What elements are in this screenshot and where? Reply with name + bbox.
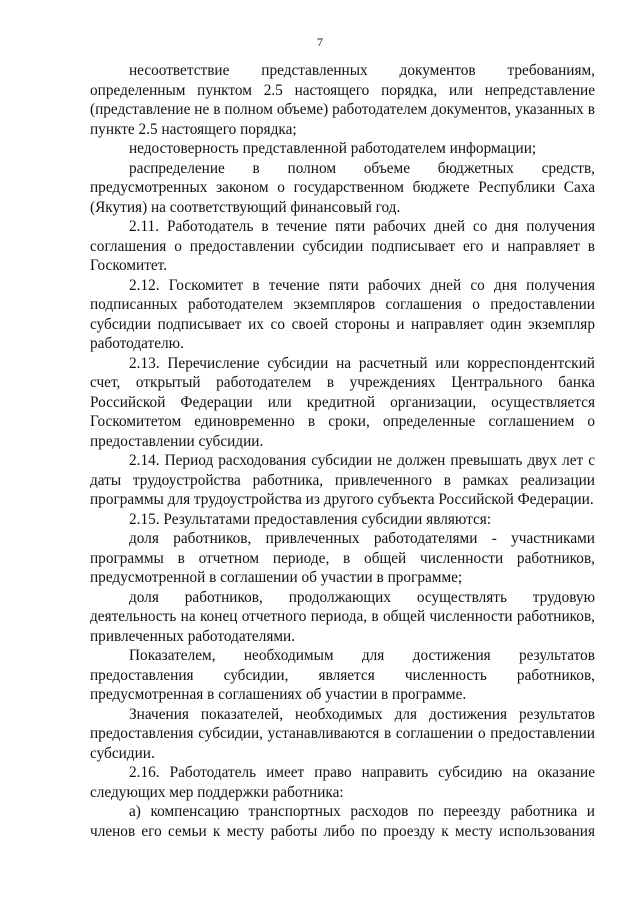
- paragraph-2-12: 2.12. Госкомитет в течение пяти рабочих дней со дня получения подписанных работодателем экземпляров соглашения о предоставлении субсидии подписывает их со своей стороны и направляет один экземпляр работодателю.: [90, 276, 595, 352]
- paragraph-2-13: 2.13. Перечисление субсидии на расчетный или корреспондентский счет, открытый работодателем в учреждениях Центрального банка Российской Федерации или кредитной организации, осуществляется Госкомитетом единовременно в сроки, определенные соглашением о предоставлении субсидии.: [90, 354, 595, 450]
- paragraph-share-continuing: доля работников, продолжающих осуществлять трудовую деятельность на конец отчетного периода, в общей численности работников, привлеченных работодателями.: [90, 588, 595, 645]
- paragraph-unreliable-info: недостоверность представленной работодателем информации;: [129, 140, 537, 157]
- document-body: [90, 61, 595, 841]
- paragraph-2-16: 2.16. Работодатель имеет право направить субсидию на оказание следующих мер поддержки работника:: [90, 764, 595, 801]
- paragraph-2-16-a: а) компенсацию транспортных расходов по переезду работника и членов его семьи к месту работы либо по проезду к месту использования: [90, 803, 595, 840]
- paragraph-indicator-values: Значения показателей, необходимых для достижения результатов предоставления субсидии, устанавливаются в соглашении о предоставлении субсидии.: [90, 705, 595, 762]
- paragraph-share-attracted: доля работников, привлеченных работодателями - участниками программы в отчетном периоде, в общей численности работников, предусмотренной в соглашении об участии в программе;: [90, 530, 595, 586]
- paragraph-budget-exhausted: распределение в полном объеме бюджетных средств, предусмотренных законом о государственном бюджете Республики Саха (Якутия) на соответствующий финансовый год.: [90, 159, 595, 216]
- paragraph-mismatch-reason: несоответствие представленных документов требованиям, определенным пунктом 2.5 настоящего порядка, или непредставление (представление не в полном объеме) работодателем документов, указанных в пункте 2.5 настоящего порядка;: [90, 62, 595, 138]
- paragraph-2-15: 2.15. Результатами предоставления субсидии являются:: [129, 510, 492, 528]
- paragraph-indicator: Показателем, необходимым для достижения результатов предоставления субсидии, является численность работников, предусмотренная в соглашениях об участии в программе.: [90, 647, 595, 703]
- page-number: 7: [317, 35, 323, 49]
- paragraph-2-11: 2.11. Работодатель в течение пяти рабочих дней со дня получения соглашения о предоставлении субсидии подписывает его и направляет в Госкомитет.: [90, 218, 595, 274]
- paragraph-2-14: 2.14. Период расходования субсидии не должен превышать двух лет с даты трудоустройства работника, привлеченного в рамках реализации программы для трудоустройства из другого субъекта Российской Федерации.: [90, 452, 595, 508]
